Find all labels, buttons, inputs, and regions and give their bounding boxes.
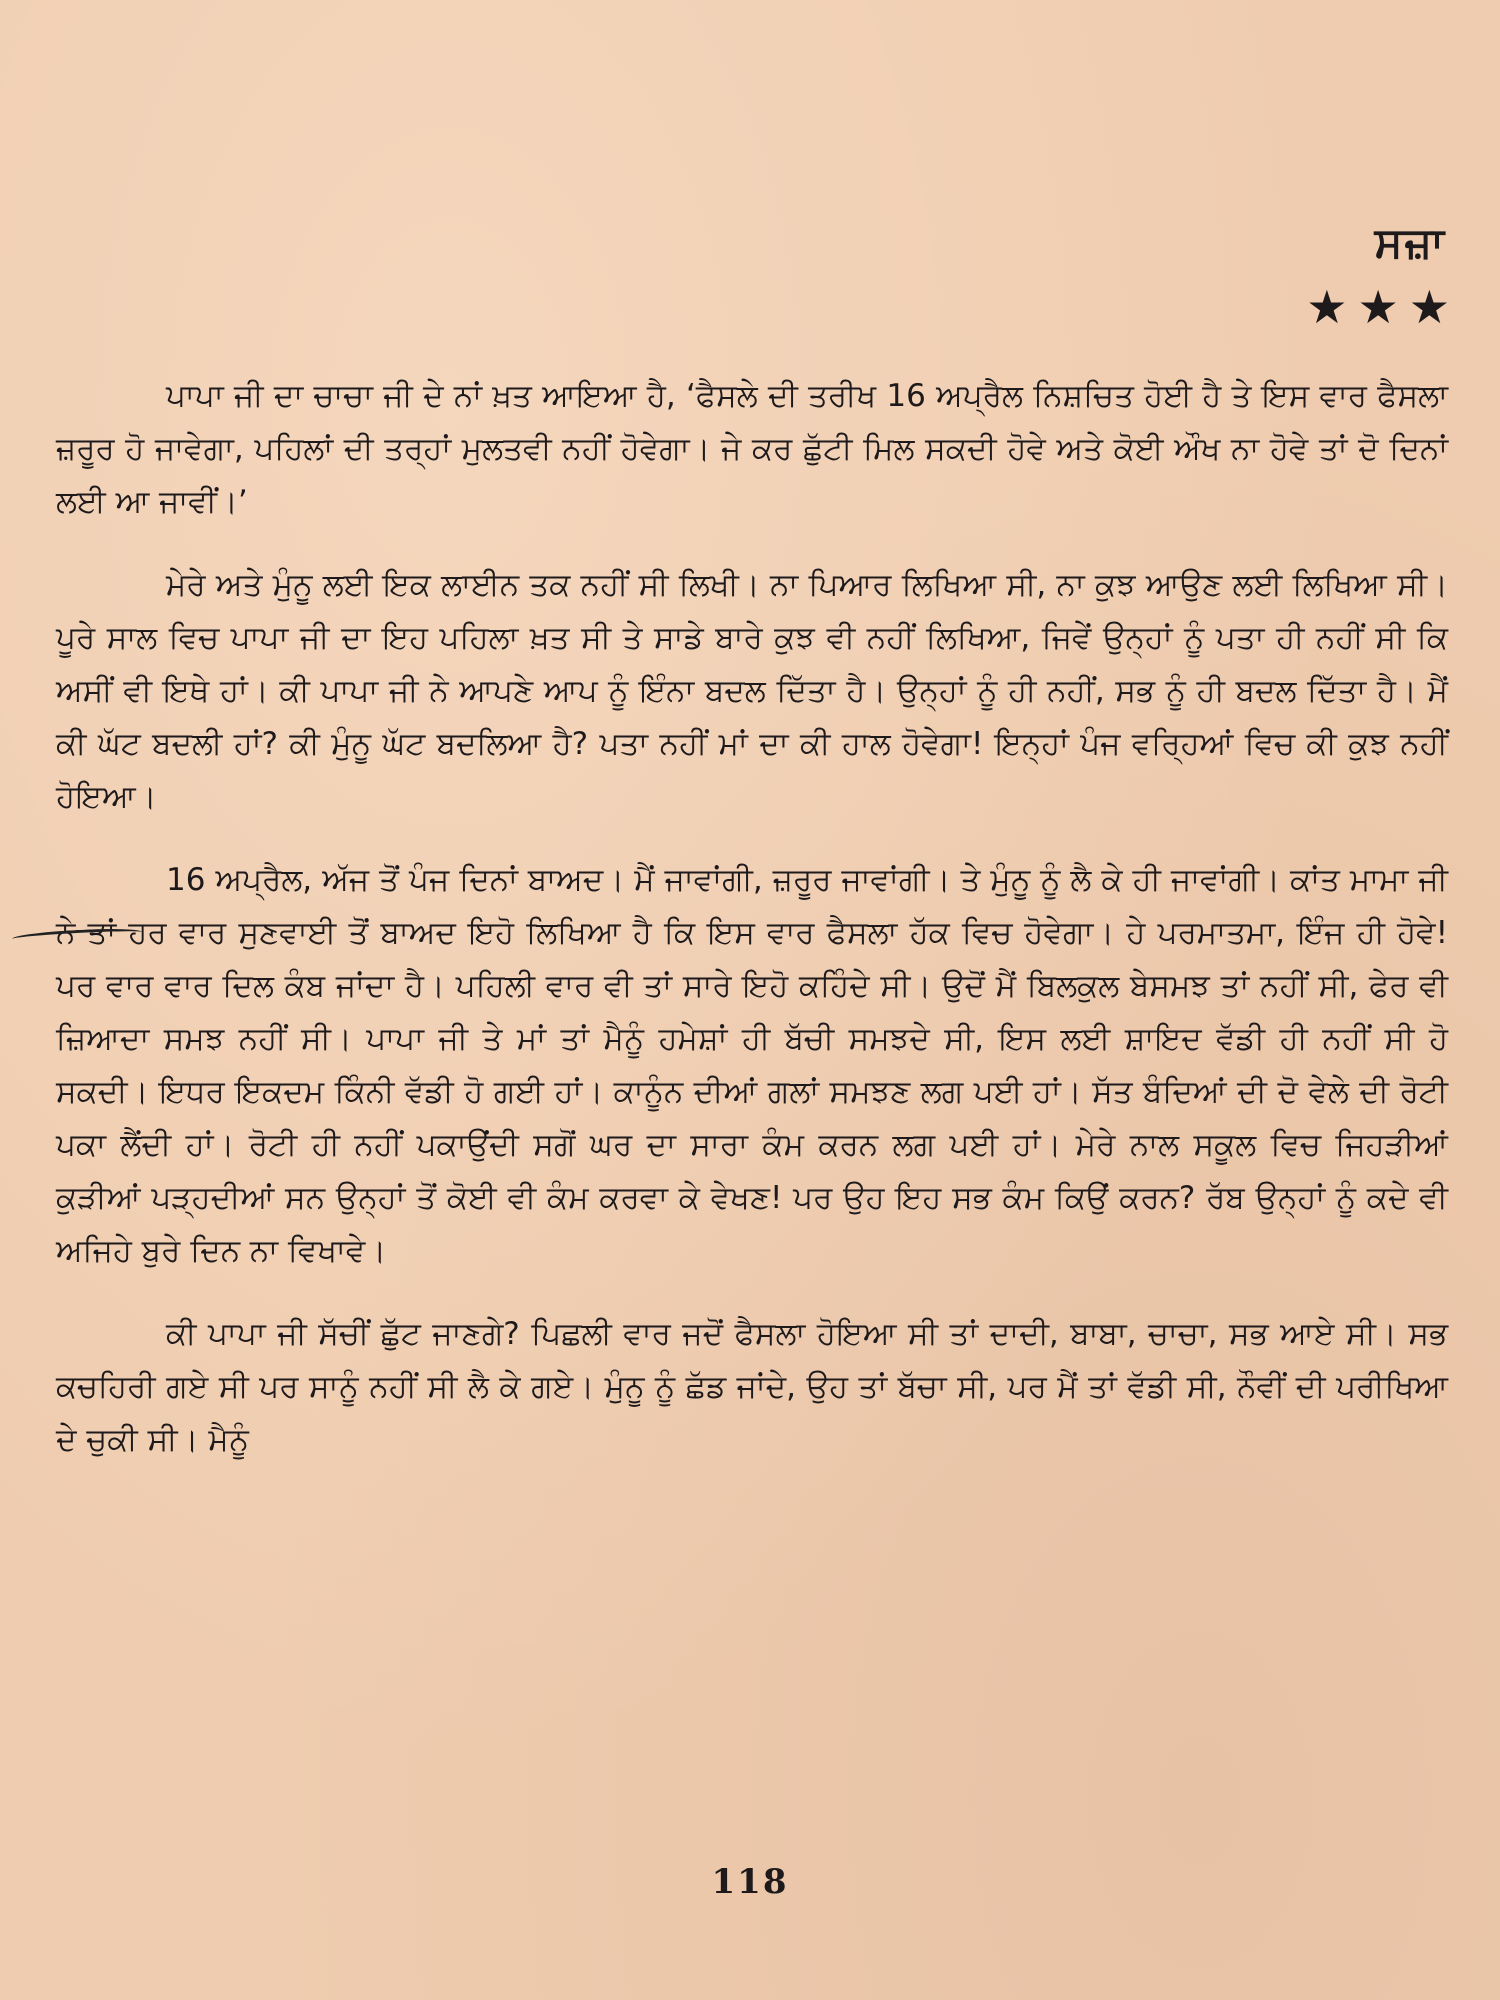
- paragraph-2: ਮੇਰੇ ਅਤੇ ਮੁੰਨੂ ਲਈ ਇਕ ਲਾਈਨ ਤਕ ਨਹੀਂ ਸੀ ਲਿਖੀ। ਨਾ ਪਿਆਰ ਲਿਖਿਆ ਸੀ, ਨਾ ਕੁਝ ਆਉਣ ਲਈ ਲਿਖਿਆ ਸੀ। ਪੂਰੇ ਸਾਲ ਵਿਚ ਪਾਪਾ ਜੀ ਦਾ ਇਹ ਪਹਿਲਾ ਖ਼ਤ ਸੀ ਤੇ ਸਾਡੇ ਬਾਰੇ ਕੁਝ ਵੀ ਨਹੀਂ ਲਿਖਿਆ, ਜਿਵੇਂ ਉਨ੍ਹਾਂ ਨੂੰ ਪਤਾ ਹੀ ਨਹੀਂ ਸੀ ਕਿ ਅਸੀਂ ਵੀ ਇਥੇ ਹਾਂ। ਕੀ ਪਾਪਾ ਜੀ ਨੇ ਆਪਣੇ ਆਪ ਨੂੰ ਇੰਨਾ ਬਦਲ ਦਿੱਤਾ ਹੈ। ਉਨ੍ਹਾਂ ਨੂੰ ਹੀ ਨਹੀਂ, ਸਭ ਨੂੰ ਹੀ ਬਦਲ ਦਿੱਤਾ ਹੈ। ਮੈਂ ਕੀ ਘੱਟ ਬਦਲੀ ਹਾਂ? ਕੀ ਮੁੰਨੂ ਘੱਟ ਬਦਲਿਆ ਹੈ? ਪਤਾ ਨਹੀਂ ਮਾਂ ਦਾ ਕੀ ਹਾਲ ਹੋਵੇਗਾ! ਇਨ੍ਹਾਂ ਪੰਜ ਵਰ੍ਹਿਆਂ ਵਿਚ ਕੀ ਕੁਝ ਨਹੀਂ ਹੋਇਆ।: [56, 567, 1448, 815]
- paragraph-1: ਪਾਪਾ ਜੀ ਦਾ ਚਾਚਾ ਜੀ ਦੇ ਨਾਂ ਖ਼ਤ ਆਇਆ ਹੈ, ‘ਫੈਸਲੇ ਦੀ ਤਰੀਖ 16 ਅਪ੍ਰੈਲ ਨਿਸ਼ਚਿਤ ਹੋਈ ਹੈ ਤੇ ਇਸ ਵਾਰ ਫੈਸਲਾ ਜ਼ਰੂਰ ਹੋ ਜਾਵੇਗਾ, ਪਹਿਲਾਂ ਦੀ ਤਰ੍ਹਾਂ ਮੁਲਤਵੀ ਨਹੀਂ ਹੋਵੇਗਾ। ਜੇ ਕਰ ਛੁੱਟੀ ਮਿਲ ਸਕਦੀ ਹੋਵੇ ਅਤੇ ਕੋਈ ਔਖ ਨਾ ਹੋਵੇ ਤਾਂ ਦੋ ਦਿਨਾਂ ਲਈ ਆ ਜਾਵੀਂ।’: [56, 378, 1448, 520]
- chapter-title: ਸਜ਼ਾ: [1374, 218, 1446, 267]
- paragraph-3: 16 ਅਪ੍ਰੈਲ, ਅੱਜ ਤੋਂ ਪੰਜ ਦਿਨਾਂ ਬਾਅਦ। ਮੈਂ ਜਾਵਾਂਗੀ, ਜ਼ਰੂਰ ਜਾਵਾਂਗੀ। ਤੇ ਮੁੰਨੂ ਨੂੰ ਲੈ ਕੇ ਹੀ ਜਾਵਾਂਗੀ। ਕਾਂਤ ਮਾਮਾ ਜੀ ਨੇ ਤਾਂ ਹਰ ਵਾਰ ਸੁਣਵਾਈ ਤੋਂ ਬਾਅਦ ਇਹੋ ਲਿਖਿਆ ਹੈ ਕਿ ਇਸ ਵਾਰ ਫੈਸਲਾ ਹੱਕ ਵਿਚ ਹੋਵੇਗਾ। ਹੇ ਪਰਮਾਤਮਾ, ਇੰਜ ਹੀ ਹੋਵੇ! ਪਰ ਵਾਰ ਵਾਰ ਦਿਲ ਕੰਬ ਜਾਂਦਾ ਹੈ। ਪਹਿਲੀ ਵਾਰ ਵੀ ਤਾਂ ਸਾਰੇ ਇਹੋ ਕਹਿੰਦੇ ਸੀ। ਉਦੋਂ ਮੈਂ ਬਿਲਕੁਲ ਬੇਸਮਝ ਤਾਂ ਨਹੀਂ ਸੀ, ਫੇਰ ਵੀ ਜ਼ਿਆਦਾ ਸਮਝ ਨਹੀਂ ਸੀ। ਪਾਪਾ ਜੀ ਤੇ ਮਾਂ ਤਾਂ ਮੈਨੂੰ ਹਮੇਸ਼ਾਂ ਹੀ ਬੱਚੀ ਸਮਝਦੇ ਸੀ, ਇਸ ਲਈ ਸ਼ਾਇਦ ਵੱਡੀ ਹੀ ਨਹੀਂ ਸੀ ਹੋ ਸਕਦੀ। ਇਧਰ ਇਕਦਮ ਕਿੰਨੀ ਵੱਡੀ ਹੋ ਗਈ ਹਾਂ। ਕਾਨੂੰਨ ਦੀਆਂ ਗਲਾਂ ਸਮਝਣ ਲਗ ਪਈ ਹਾਂ। ਸੱਤ ਬੰਦਿਆਂ ਦੀ ਦੋ ਵੇਲੇ ਦੀ ਰੋਟੀ ਪਕਾ ਲੈਂਦੀ ਹਾਂ। ਰੋਟੀ ਹੀ ਨਹੀਂ ਪਕਾਉਂਦੀ ਸਗੋਂ ਘਰ ਦਾ ਸਾਰਾ ਕੰਮ ਕਰਨ ਲਗ ਪਈ ਹਾਂ। ਮੇਰੇ ਨਾਲ ਸਕੂਲ ਵਿਚ ਜਿਹੜੀਆਂ ਕੁੜੀਆਂ ਪੜ੍ਹਦੀਆਂ ਸਨ ਉਨ੍ਹਾਂ ਤੋਂ ਕੋਈ ਵੀ ਕੰਮ ਕਰਵਾ ਕੇ ਵੇਖਣ! ਪਰ ਉਹ ਇਹ ਸਭ ਕੰਮ ਕਿਉਂ ਕਰਨ? ਰੱਬ ਉਨ੍ਹਾਂ ਨੂੰ ਕਦੇ ਵੀ ਅਜਿਹੇ ਬੁਰੇ ਦਿਨ ਨਾ ਵਿਖਾਵੇ।: [56, 862, 1448, 1269]
- section-ornament: ★★★: [1306, 280, 1460, 334]
- body-text: [56, 370, 1448, 1497]
- paragraph-4: ਕੀ ਪਾਪਾ ਜੀ ਸੱਚੀਂ ਛੁੱਟ ਜਾਣਗੇ? ਪਿਛਲੀ ਵਾਰ ਜਦੋਂ ਫੈਸਲਾ ਹੋਇਆ ਸੀ ਤਾਂ ਦਾਦੀ, ਬਾਬਾ, ਚਾਚਾ, ਸਭ ਆਏ ਸੀ। ਸਭ ਕਚਹਿਰੀ ਗਏ ਸੀ ਪਰ ਸਾਨੂੰ ਨਹੀਂ ਸੀ ਲੈ ਕੇ ਗਏ। ਮੁੰਨੂ ਨੂੰ ਛੱਡ ਜਾਂਦੇ, ਉਹ ਤਾਂ ਬੱਚਾ ਸੀ, ਪਰ ਮੈਂ ਤਾਂ ਵੱਡੀ ਸੀ, ਨੌਵੀਂ ਦੀ ਪਰੀਖਿਆ ਦੇ ਚੁਕੀ ਸੀ। ਮੈਨੂੰ: [56, 1316, 1448, 1458]
- page-number: 118: [711, 1862, 789, 1902]
